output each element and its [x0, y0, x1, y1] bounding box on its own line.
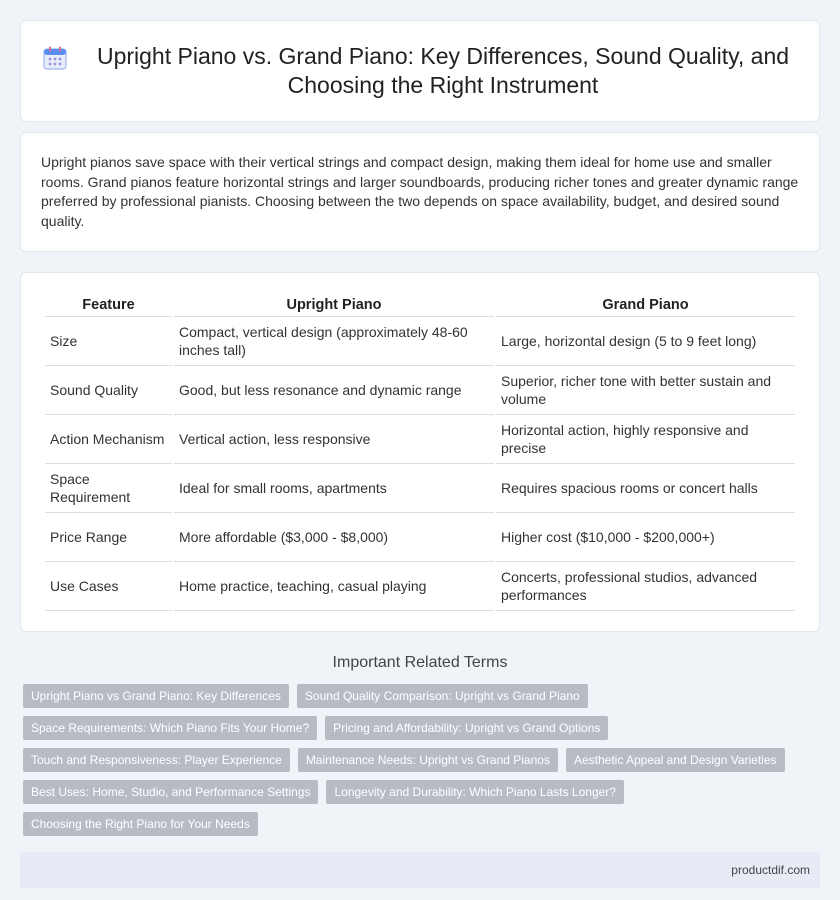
related-term-tag[interactable]: Upright Piano vs Grand Piano: Key Differences [23, 684, 289, 708]
table-row [45, 562, 795, 611]
feature-cell: Price Range [45, 513, 172, 562]
footer [20, 852, 820, 888]
related-term-tag[interactable]: Pricing and Affordability: Upright vs Grand Options [325, 716, 608, 740]
page-title: Upright Piano vs. Grand Piano: Key Differences, Sound Quality, and Choosing the Right Instrument [96, 43, 790, 98]
footer-site[interactable]: productdif.com [731, 863, 810, 877]
table-row [45, 415, 795, 464]
related-term-tag[interactable]: Space Requirements: Which Piano Fits Your Home? [23, 716, 317, 740]
feature-cell: Sound Quality [45, 366, 172, 415]
table-row [45, 513, 795, 562]
related-term-tag[interactable]: Maintenance Needs: Upright vs Grand Pianos [298, 748, 558, 772]
table-row [45, 317, 795, 366]
upright-cell: Home practice, teaching, casual playing [174, 562, 494, 611]
upright-cell: Compact, vertical design (approximately 48-60 inches tall) [174, 317, 494, 366]
related-term-tag[interactable]: Touch and Responsiveness: Player Experience [23, 748, 290, 772]
upright-cell: More affordable ($3,000 - $8,000) [174, 513, 494, 562]
related-term-tag[interactable]: Aesthetic Appeal and Design Varieties [566, 748, 785, 772]
feature-cell: Space Requirement [45, 464, 172, 513]
upright-cell: Good, but less resonance and dynamic range [174, 366, 494, 415]
related-terms-list [20, 684, 820, 844]
related-term-tag[interactable]: Best Uses: Home, Studio, and Performance Settings [23, 780, 318, 804]
header-card [20, 20, 820, 122]
related-term-tag[interactable]: Choosing the Right Piano for Your Needs [23, 812, 258, 836]
comparison-card [20, 272, 820, 632]
grand-cell: Horizontal action, highly responsive and precise [496, 415, 795, 464]
header-upright: Upright Piano [174, 293, 494, 317]
intro-text: Upright pianos save space with their vertical strings and compact design, making them ideal for home use and smaller rooms. Grand pianos feature horizontal strings and larger soundboards, producing richer tones and greater dynamic range preferred by professional pianists. Choosing between the two depends on space availability, budget, and desired sound quality. [41, 154, 799, 229]
table-row [45, 366, 795, 415]
intro-card [20, 132, 820, 252]
grand-cell: Concerts, professional studios, advanced performances [496, 562, 795, 611]
related-term-tag[interactable]: Sound Quality Comparison: Upright vs Grand Piano [297, 684, 588, 708]
grand-cell: Higher cost ($10,000 - $200,000+) [496, 513, 795, 562]
related-term-tag[interactable]: Longevity and Durability: Which Piano Lasts Longer? [326, 780, 624, 804]
related-terms-title: Important Related Terms [332, 654, 508, 671]
comparison-table [43, 293, 797, 611]
grand-cell: Requires spacious rooms or concert halls [496, 464, 795, 513]
grand-cell: Superior, richer tone with better sustain and volume [496, 366, 795, 415]
upright-cell: Ideal for small rooms, apartments [174, 464, 494, 513]
calendar-icon [42, 45, 68, 71]
grand-cell: Large, horizontal design (5 to 9 feet long) [496, 317, 795, 366]
header-feature: Feature [45, 293, 172, 317]
feature-cell: Use Cases [45, 562, 172, 611]
header-grand: Grand Piano [496, 293, 795, 317]
table-header-row [45, 293, 795, 317]
table-row [45, 464, 795, 513]
header-inner [42, 42, 798, 100]
feature-cell: Size [45, 317, 172, 366]
upright-cell: Vertical action, less responsive [174, 415, 494, 464]
feature-cell: Action Mechanism [45, 415, 172, 464]
